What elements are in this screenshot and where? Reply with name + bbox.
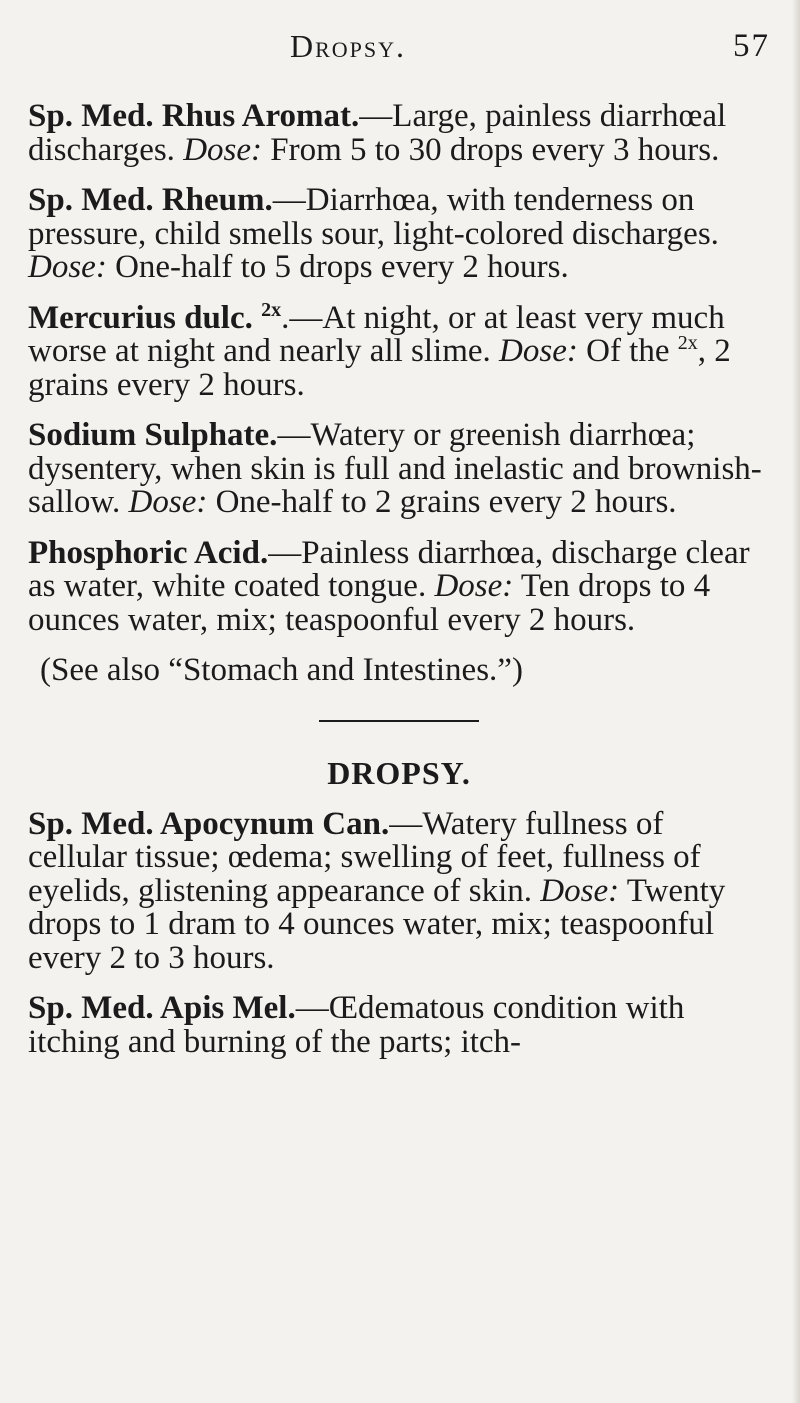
- remedy-name: Sodium Sulphate.: [28, 417, 278, 453]
- section-divider: [319, 720, 479, 722]
- dose-label: Dose:: [183, 131, 262, 168]
- potency-superscript: 2x: [677, 332, 698, 354]
- remedy-entry-rhus-aromat: [28, 100, 770, 167]
- remedy-name: Sp. Med. Rhus Aromat.: [28, 98, 360, 134]
- remedy-entry-apocynum: [28, 805, 770, 976]
- page-number: 57: [733, 28, 770, 64]
- dose-text: Twenty drops to 1 dram to 4 ounces water, mix; teaspoonful every 2 to 3 hours.: [28, 872, 726, 976]
- dose-text: From 5 to 30 drops every 3 hours.: [262, 131, 720, 168]
- dose-text: , 2 grains every 2 hours.: [28, 333, 731, 403]
- section-heading: DROPSY.: [327, 754, 471, 791]
- remedy-description: —Watery or greenish diarrhœa; dysentery, when skin is full and inelastic and brownish-sallow.: [28, 417, 762, 520]
- body-text: [28, 100, 770, 1076]
- dose-text: One-half to 5 drops every 2 hours.: [106, 249, 569, 285]
- remedy-entry-mercurius: [28, 298, 770, 403]
- dose-label: Dose:: [128, 484, 208, 520]
- running-head-title: Dropsy.: [290, 28, 407, 64]
- page-edge-shadow: [792, 0, 800, 1403]
- dose-text: Ten drops to 4 ounces water, mix; teaspoonful every 2 hours.: [28, 568, 711, 638]
- remedy-entry-sodium-sulphate: [28, 419, 770, 520]
- dose-label: Dose:: [499, 333, 578, 369]
- remedy-name: Mercurius dulc.: [28, 299, 253, 336]
- remedy-entry-apis-mel: [28, 992, 770, 1059]
- remedy-description: —Large, painless diarrhœal discharges.: [28, 98, 727, 168]
- dose-label: Dose:: [434, 568, 514, 604]
- remedy-description: .—At night, or at least very much worse at night and nearly all slime.: [28, 299, 725, 369]
- running-head: [28, 22, 770, 66]
- remedy-description: —Diarrhœa, with tenderness on pressure, child smells sour, light-colored discharges.: [28, 182, 719, 252]
- see-also-note: (See also “Stomach and Intestines.”): [40, 652, 523, 688]
- dose-text: Of the: [577, 333, 678, 369]
- remedy-description: —Watery fullness of cellular tissue; œdema; swelling of feet, fullness of eyelids, glistening appearance of skin.: [28, 805, 701, 909]
- remedy-entry-phosphoric-acid: [28, 534, 770, 638]
- dose-label: Dose:: [28, 249, 107, 285]
- remedy-description: —Œdematous condition with itching and burning of the parts; itch-: [28, 990, 685, 1060]
- remedy-entry-rheum: [28, 184, 770, 285]
- remedy-name: Sp. Med. Rheum.: [28, 182, 273, 218]
- dose-text: One-half to 2 grains every 2 hours.: [207, 484, 677, 520]
- dose-label: Dose:: [540, 872, 620, 909]
- remedy-name: Sp. Med. Apis Mel.: [28, 990, 296, 1026]
- remedy-name: Phosphoric Acid.: [28, 534, 269, 571]
- remedy-description: —Painless diarrhœa, discharge clear as water, white coated tongue.: [28, 534, 750, 604]
- potency-superscript: 2x: [261, 298, 282, 321]
- remedy-name: Sp. Med. Apocynum Can.: [28, 805, 390, 842]
